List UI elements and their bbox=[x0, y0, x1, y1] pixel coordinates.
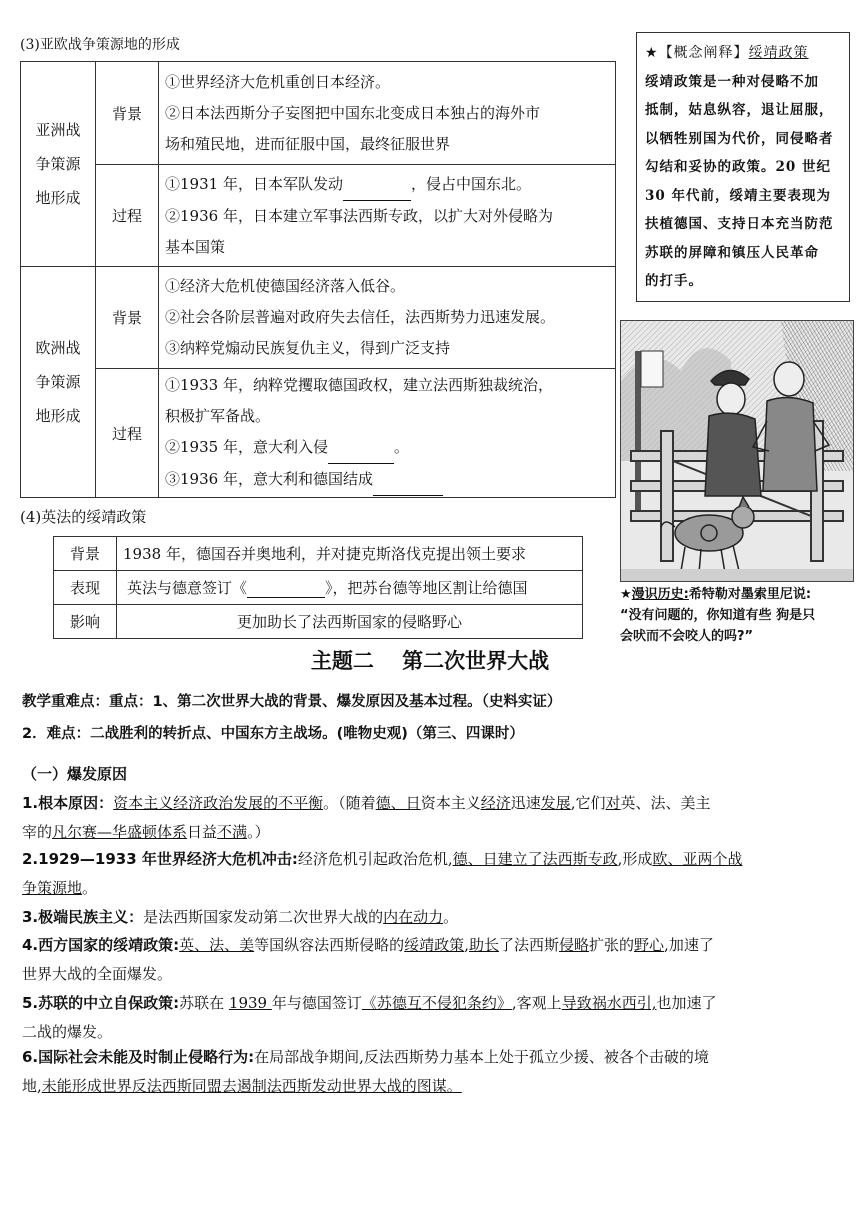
text-span: ,加速了 bbox=[664, 936, 714, 954]
text-span: 也加速了 bbox=[656, 994, 717, 1012]
text-span: 等国纵容法西斯侵略的 bbox=[254, 936, 405, 954]
caption-line: “没有问题的，你知道有些 狗是只 bbox=[620, 608, 816, 623]
text-span: 年与德国签订 bbox=[271, 994, 362, 1012]
para-line bbox=[22, 874, 842, 903]
text-span: ③1936 年，意大利和德国结成 bbox=[165, 470, 373, 488]
text-span: 经济危机引起政治危机, bbox=[297, 850, 453, 868]
key-phrase: 《苏德互不侵犯条约》 bbox=[361, 994, 512, 1012]
row-text: 1938 年，德国吞并奥地利，并对捷克斯洛伐克提出领土要求 bbox=[117, 537, 583, 571]
para-line bbox=[22, 1072, 842, 1101]
section4-heading: (4)英法的绥靖政策 bbox=[20, 508, 147, 526]
concept-line: 以牺牲别国为代价，同侵略者 bbox=[645, 130, 834, 147]
concept-line: 苏联的屏障和镇压人民革命 bbox=[645, 244, 819, 261]
europe-label-line: 欧洲战 bbox=[35, 339, 81, 357]
key-phrase: 欧、亚两个战 bbox=[652, 850, 743, 868]
key-phrase: 英、法、美 bbox=[179, 936, 255, 954]
difficulty-line: 2．难点：二战胜利的转折点、中国东方主战场。(唯物史观)（第三、四课时） bbox=[22, 726, 524, 742]
fill-blank bbox=[328, 432, 394, 464]
text-line: ①1933 年，纳粹党攫取德国政权，建立法西斯独裁统治， bbox=[165, 376, 553, 394]
key-points-line: 教学重难点：重点：1、第二次世界大战的背景、爆发原因及基本过程。（史料实证） bbox=[22, 694, 562, 710]
text-span: 苏联在 bbox=[179, 994, 229, 1012]
cause-label: 4.西方国家的绥靖政策: bbox=[22, 936, 180, 954]
text-span: ②1935 年，意大利入侵 bbox=[165, 438, 328, 456]
europe-label-line: 地形成 bbox=[35, 407, 81, 425]
cartoon-image bbox=[620, 320, 854, 582]
text-span: 。 bbox=[443, 908, 459, 926]
row-label: 影响 bbox=[54, 605, 117, 639]
text-span: ,客观上 bbox=[511, 994, 562, 1012]
key-phrase: 发展 bbox=[540, 794, 571, 812]
text-span: 了法西斯 bbox=[498, 936, 559, 954]
theme-title: 主题二 第二次世界大战 bbox=[310, 649, 550, 673]
text-line: ②日本法西斯分子妄图把中国东北变成日本独占的海外市 bbox=[165, 103, 541, 122]
key-phrase: 德、日建立了法西斯专政 bbox=[452, 850, 618, 868]
text-line: ③纳粹党煽动民族复仇主义，得到广泛支持 bbox=[165, 339, 451, 357]
text-span: 日益 bbox=[187, 823, 218, 841]
cause-3 bbox=[22, 903, 842, 932]
key-phrase: 经济 bbox=[480, 794, 511, 812]
text-line bbox=[165, 169, 614, 201]
europe-background-content bbox=[159, 267, 616, 369]
europe-process-content bbox=[159, 369, 616, 498]
row-text bbox=[117, 571, 583, 605]
text-span: 》，把苏台德等地区割让给德国 bbox=[325, 579, 528, 597]
key-phrase: 1939 bbox=[228, 994, 272, 1012]
cause-2 bbox=[22, 845, 842, 903]
text-span: ①1931 年，日本军队发动 bbox=[165, 174, 343, 193]
key-phrase: 野心 bbox=[634, 936, 665, 954]
key-phrase: 凡尔赛—华盛顿体系 bbox=[52, 823, 188, 841]
text-span: ,形成 bbox=[617, 850, 653, 868]
cause-label: 6.国际社会未能及时制止侵略行为: bbox=[22, 1048, 255, 1066]
text-span: 地, bbox=[22, 1077, 42, 1095]
cartoon-drawing bbox=[621, 321, 853, 581]
text-span: 英法与德意签订《 bbox=[127, 579, 248, 597]
asia-background-label: 背景 bbox=[96, 62, 159, 165]
text-span: , bbox=[464, 936, 469, 954]
text-line: ①经济大危机使德国经济落入低谷。 bbox=[165, 277, 406, 295]
europe-background-label: 背景 bbox=[96, 267, 159, 369]
cause-4 bbox=[22, 931, 842, 989]
row-label: 背景 bbox=[54, 537, 117, 571]
appeasement-table bbox=[53, 536, 583, 639]
text-span: 扩张的 bbox=[589, 936, 635, 954]
cause-label: 2.1929—1933 年世界经济大危机冲击: bbox=[22, 850, 298, 868]
text-span: ,它们 bbox=[570, 794, 606, 812]
asia-label-line: 亚洲战 bbox=[35, 121, 81, 139]
concept-line: 30 年代前，绥靖主要表现为 bbox=[645, 187, 831, 204]
key-phrase: 绥靖政策 bbox=[404, 936, 465, 954]
text-span: 。） bbox=[247, 823, 270, 841]
key-phrase: 内在动力 bbox=[383, 908, 444, 926]
text-line: 基本国策 bbox=[165, 237, 226, 256]
cause-6 bbox=[22, 1043, 842, 1101]
text-line: ②社会各阶层普遍对政府失去信任，法西斯势力迅速发展。 bbox=[165, 308, 556, 326]
para-line: 世界大战的全面爆发。 bbox=[22, 965, 173, 983]
row-label: 表现 bbox=[54, 571, 117, 605]
caption-line bbox=[620, 584, 856, 605]
para-line bbox=[22, 903, 842, 932]
text-span: 。 bbox=[82, 879, 98, 897]
europe-label-cell bbox=[21, 267, 96, 498]
cause-5 bbox=[22, 989, 842, 1047]
text-line: ②1936 年，日本建立军事法西斯专政，以扩大对外侵略为 bbox=[165, 206, 553, 225]
text-span: 。（随着 bbox=[323, 794, 376, 812]
text-span: ，侵占中国东北。 bbox=[410, 174, 531, 193]
text-span: 资本主义 bbox=[420, 794, 481, 812]
key-phrase: 助长 bbox=[468, 936, 499, 954]
concept-line: 的打手。 bbox=[645, 273, 703, 289]
asia-process-content bbox=[159, 165, 616, 267]
concept-box bbox=[636, 32, 850, 302]
concept-box-title bbox=[645, 39, 841, 68]
causes-heading: （一）爆发原因 bbox=[22, 765, 128, 783]
asia-label-line: 地形成 bbox=[35, 189, 81, 207]
caption-label: 漫识历史: bbox=[631, 587, 689, 602]
text-span: 迅速 bbox=[510, 794, 541, 812]
text-line: 积极扩军备战。 bbox=[165, 407, 271, 425]
text-line bbox=[165, 464, 614, 496]
caption-line: 会吠而不会咬人的吗?” bbox=[620, 629, 754, 644]
cause-label: 3.极端民族主义： bbox=[22, 908, 144, 926]
concept-line: 抵制，姑息纵容，退让屈服， bbox=[645, 102, 834, 118]
fill-blank bbox=[373, 464, 443, 496]
text-span: 是法西斯国家发动第二次世界大战的 bbox=[143, 908, 384, 926]
para-line bbox=[22, 989, 842, 1018]
text-line bbox=[165, 432, 614, 464]
fill-blank bbox=[343, 169, 411, 201]
asia-background-content bbox=[159, 62, 616, 165]
asia-process-label: 过程 bbox=[96, 165, 159, 267]
europe-label-line: 争策源 bbox=[35, 373, 81, 391]
concept-line: 绥靖政策是一种对侵略不加 bbox=[645, 73, 819, 90]
asia-label-line: 争策源 bbox=[35, 155, 81, 173]
row-text: 更加助长了法西斯国家的侵略野心 bbox=[117, 605, 583, 639]
concept-tag: 【概念阐释】 bbox=[658, 45, 749, 61]
concept-line: 勾结和妥协的政策。20 世纪 bbox=[645, 159, 831, 175]
text-span: 英、法、美主 bbox=[620, 794, 711, 812]
key-phrase: 对 bbox=[605, 794, 621, 812]
cartoon-caption bbox=[620, 584, 856, 647]
concept-term: 绥靖政策 bbox=[748, 45, 809, 61]
war-origins-table bbox=[20, 61, 616, 498]
caption-text: 希特勒对墨索里尼说: bbox=[688, 587, 812, 602]
text-line: ①世界经济大危机重创日本经济。 bbox=[165, 72, 391, 91]
para-line: 二战的爆发。 bbox=[22, 1023, 113, 1041]
section3-heading: (3)亚欧战争策源地的形成 bbox=[20, 37, 180, 53]
cause-1 bbox=[22, 789, 842, 847]
para-line bbox=[22, 845, 842, 874]
key-phrase: 侵略 bbox=[559, 936, 590, 954]
star-icon: ★ bbox=[620, 587, 632, 602]
text-span: 宰的 bbox=[22, 823, 53, 841]
key-phrase: 导致祸水西引, bbox=[561, 994, 657, 1012]
star-icon: ★ bbox=[645, 45, 659, 61]
text-span: 在局部战争期间,反法西斯势力基本上处于孤立少援、被各个击破的境 bbox=[254, 1048, 709, 1066]
fill-blank bbox=[247, 579, 325, 598]
asia-label-cell bbox=[21, 62, 96, 267]
key-phrase: 德、日 bbox=[375, 794, 421, 812]
key-phrase: 争策源地 bbox=[22, 879, 83, 897]
cause-label: 5.苏联的中立自保政策: bbox=[22, 994, 180, 1012]
europe-process-label: 过程 bbox=[96, 369, 159, 498]
key-phrase: 资本主义经济政治发展的不平衡 bbox=[113, 794, 324, 812]
cause-label: 1.根本原因： bbox=[22, 794, 114, 812]
key-phrase: 不满 bbox=[217, 823, 248, 841]
concept-line: 扶植德国、支持日本充当防范 bbox=[645, 216, 834, 232]
text-span: 。 bbox=[393, 438, 409, 456]
text-line: 场和殖民地，进而征服中国，最终征服世界 bbox=[165, 134, 451, 153]
para-line bbox=[22, 818, 842, 847]
para-line bbox=[22, 1043, 842, 1072]
para-line bbox=[22, 931, 842, 960]
para-line bbox=[22, 789, 842, 818]
key-phrase: 未能形成世界反法西斯同盟去遏制法西斯发动世界大战的图谋。 bbox=[41, 1077, 462, 1095]
